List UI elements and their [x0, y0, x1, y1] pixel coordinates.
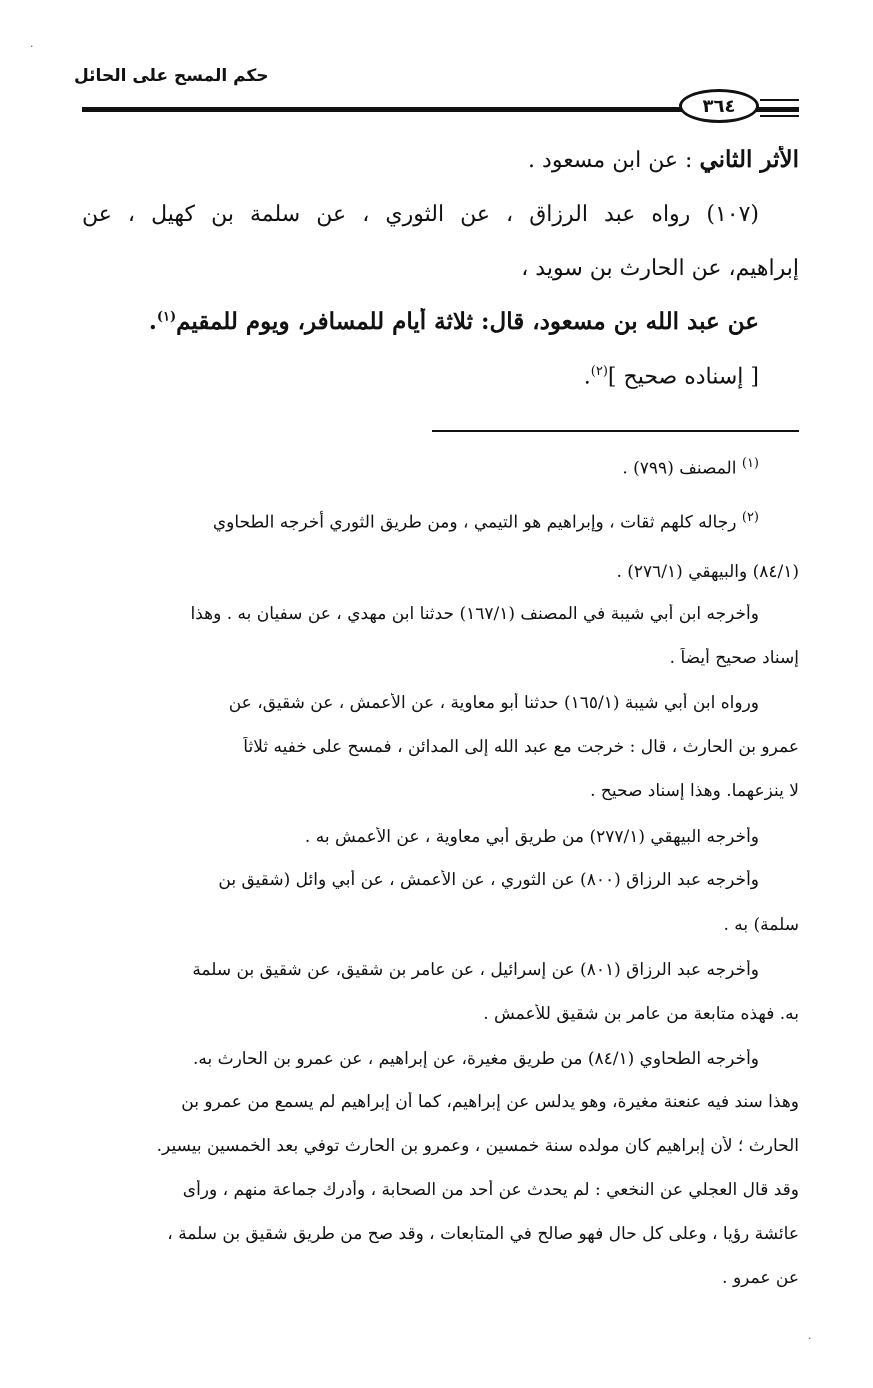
paragraph-line: وقد قال العجلي عن النخعي : لم يحدث عن أحد من الصحابة ، وأدرك جماعة منهم ، ورأى: [182, 1180, 799, 1200]
paragraph-line: وأخرجه البيهقي (٢٧٧/١) من طريق أبي معاوية ، عن الأعمش به .: [304, 827, 759, 847]
footnote-1: [82, 456, 799, 479]
narration-line-1: (١٠٧) رواه عبد الرزاق ، عن الثوري ، عن سلمة بن كهيل ، عن: [82, 202, 759, 227]
page-number: ٣٦٤: [679, 89, 759, 123]
athar-heading-source: : عن ابن مسعود .: [528, 148, 700, 173]
running-title: حكم المسح على الحائل: [74, 66, 269, 86]
footnote-2-line-2: (٨٤/١) والبيهقي (٢٧٦/١) .: [616, 562, 799, 582]
paragraph-line: إسناد صحيح أيضاً .: [669, 648, 799, 668]
paragraph-line: وأخرجه عبد الرزاق (٨٠٠) عن الثوري ، عن الأعمش ، عن أبي وائل (شقيق بن: [218, 870, 759, 890]
matn-footnote-ref: (١): [156, 309, 177, 325]
paragraph-line: عائشة رؤيا ، وعلى كل حال فهو صالح في المتابعات ، وقد صح من طريق شقيق بن سلمة ،: [167, 1224, 799, 1244]
athar-heading: [82, 146, 799, 173]
scan-speck: ·: [808, 1332, 812, 1345]
paragraph-line: عن عمرو .: [722, 1268, 799, 1288]
paragraph-line: عمرو بن الحارث ، قال : خرجت مع عبد الله إلى المدائن ، فمسح على خفيه ثلاثاً: [243, 737, 799, 757]
grading-line: [82, 364, 799, 389]
grading-footnote-ref: (٢): [590, 364, 608, 379]
footnote-separator: [432, 430, 799, 432]
footnote-1-text: المصنف (٧٩٩) .: [622, 458, 737, 479]
footnote-2-text: رجاله كلهم ثقات ، وإبراهيم هو التيمي ، ومن طريق الثوري أخرجه الطحاوي: [212, 512, 737, 533]
paragraph-line: به. فهذه متابعة من عامر بن شقيق للأعمش .: [483, 1004, 799, 1024]
header-rule-top: [760, 99, 799, 101]
paragraph-line: سلمة) به .: [723, 915, 799, 935]
narration-line-2: إبراهيم، عن الحارث بن سويد ،: [521, 256, 799, 281]
paragraph-line: ورواه ابن أبي شيبة (١٦٥/١) حدثنا أبو معاوية ، عن الأعمش ، عن شقيق، عن: [228, 693, 759, 713]
athar-heading-label: الأثر الثاني: [699, 146, 799, 173]
matn-text: [82, 308, 799, 335]
footnote-2-line-1: [82, 510, 799, 533]
paragraph-line: وأخرجه ابن أبي شيبة في المصنف (١٦٧/١) حدثنا ابن مهدي ، عن سفيان به . وهذا: [190, 604, 759, 624]
paragraph-line: وأخرجه عبد الرزاق (٨٠١) عن إسرائيل ، عن عامر بن شقيق، عن شقيق بن سلمة: [192, 960, 759, 980]
paragraph-line: الحارث ؛ لأن إبراهيم كان مولده سنة خمسين ، وعمرو بن الحارث توفي بعد الخمسين بيسير.: [156, 1136, 799, 1156]
header-rule-bottom: [760, 115, 799, 117]
grading-text: [ إسناده صحيح ]: [607, 364, 759, 390]
matn-end: .: [148, 308, 157, 335]
matn-body: عن عبد الله بن مسعود، قال: ثلاثة أيام للمسافر، ويوم للمقيم: [176, 308, 759, 335]
paragraph-line: لا ينزعهما. وهذا إسناد صحيح .: [590, 781, 799, 801]
footnote-2-ref: (٢): [741, 510, 759, 525]
grading-end: .: [583, 364, 591, 390]
paragraph-line: وأخرجه الطحاوي (٨٤/١) من طريق مغيرة، عن إبراهيم ، عن عمرو بن الحارث به.: [192, 1049, 759, 1069]
footnote-1-ref: (١): [741, 456, 759, 471]
scan-speck: ·: [30, 40, 34, 53]
paragraph-line: وهذا سند فيه عنعنة مغيرة، وهو يدلس عن إبراهيم، كما أن إبراهيم لم يسمع من عمرو بن: [181, 1092, 799, 1112]
